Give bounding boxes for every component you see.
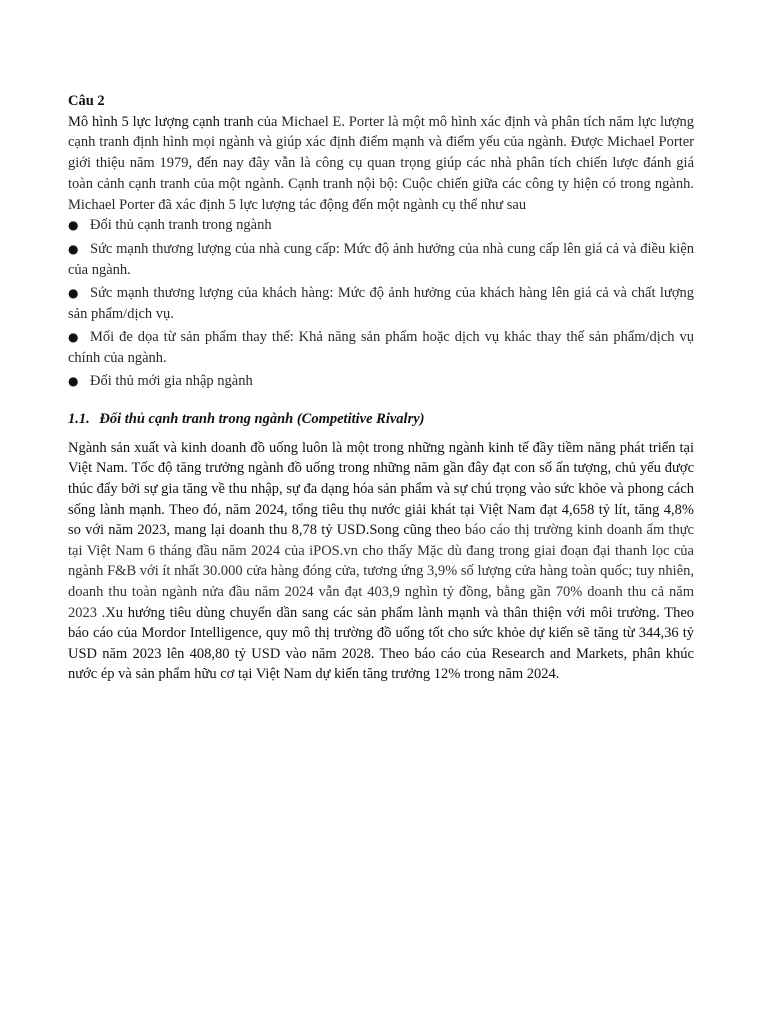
bullet-icon: ● [68,241,79,256]
list-item [68,283,694,325]
bullet-icon: ● [68,329,79,344]
list-item [68,371,694,392]
question-heading: Câu 2 [68,93,105,109]
section-body-text-1: Ngành sản xuất và kinh doanh đồ uống luôn là một trong những ngành kinh tế đầy tiềm năng phát triển tại Việt Nam. Tốc độ tăng trưởng ngành đồ uống trong những năm gần đây đạt con số ấn tượng, chủ yếu được thúc đẩy bởi sự gia tăng về thu nhập, sự đa dạng hóa sản phẩm và sự chú trọng vào sức khỏe và phong cách sống lành mạnh. Theo đó, năm 2024, tổng tiêu thụ nước giải khát tại Việt Nam đạt 4,658 tỷ lít, tăng 4,8% so với năm 2023, mang lại doanh thu 8,78 tỷ USD.Song cũng theo [68,439,694,539]
list-item-text: Sức mạnh thương lượng của khách hàng: Mức độ ảnh hưởng của khách hàng lên giá cả và chất lượng sản phẩm/dịch vụ. [68,284,694,322]
section-title-text: Đối thủ cạnh tranh trong ngành (Competitive Rivalry) [99,410,425,427]
section-number: 1.1. [68,410,90,427]
forces-list [68,215,694,391]
section-body-text-3: Xu hướng tiêu dùng chuyển dần sang các sản phẩm lành mạnh và thân thiện với môi trường. Theo báo cáo của Mordor Intelligence, quy mô thị trường đồ uống tốt cho sức khỏe dự kiến sẽ tăng từ 344,36 tỷ USD năm 2023 lên 408,80 tỷ USD vào năm 2028. Theo báo cáo của Research and Markets, phân khúc nước ép và sản phẩm hữu cơ tại Việt Nam dự kiến tăng trưởng 12% trong năm 2024. [68,604,695,683]
section-body-text-2: báo cáo thị trường kinh doanh ẩm thực tại Việt Nam 6 tháng đầu năm 2024 của iPOS.vn cho thấy Mặc dù đang trong giai đoạn đại thanh lọc của ngành F&B với ít nhất 30.000 cửa hàng đóng cửa, tương ứng 3,9% số lượng cửa hàng toàn quốc; tuy nhiên, doanh thu toàn ngành nửa đầu năm 2024 vẫn đạt 403,9 nghìn tỷ đồng, bằng gần 70% doanh thu cả năm 2023 . [68,522,694,621]
intro-lead-text: Mô hình 5 lực lượng cạnh tranh [68,113,254,130]
list-item [68,215,694,236]
list-item-text: Đối thủ cạnh tranh trong ngành [90,217,272,234]
section-body-paragraph [68,438,694,685]
intro-paragraph [68,112,694,216]
document-page [68,91,694,685]
intro-body-text: của Michael E. Porter là một mô hình xác định và phân tích năm lực lượng cạnh tranh định hình mọi ngành và giúp xác định điểm mạnh và điểm yếu của ngành. Được Michael Porter giới thiệu năm 1979, đến nay đây vẫn là công cụ quan trọng giúp các nhà phân tích chiến lược đánh giá toàn cảnh cạnh tranh của một ngành. Cạnh tranh nội bộ: Cuộc chiến giữa các công ty hiện có trong ngành. Michael Porter đã xác định 5 lực lượng tác động đến một ngành cụ thể như sau [68,113,694,213]
section-title [68,409,694,429]
list-item [68,327,694,369]
bullet-icon: ● [68,218,79,233]
list-item-text: Mối đe dọa từ sản phẩm thay thế: Khả năng sản phẩm hoặc dịch vụ khác thay thế sản phẩm/dịch vụ chính của ngành. [68,328,694,366]
bullet-icon: ● [68,285,79,300]
list-item [68,239,694,281]
list-item-text: Sức mạnh thương lượng của nhà cung cấp: Mức độ ảnh hưởng của nhà cung cấp lên giá cả và điều kiện của ngành. [68,240,694,278]
list-item-text: Đối thủ mới gia nhập ngành [90,373,253,390]
bullet-icon: ● [68,374,79,389]
